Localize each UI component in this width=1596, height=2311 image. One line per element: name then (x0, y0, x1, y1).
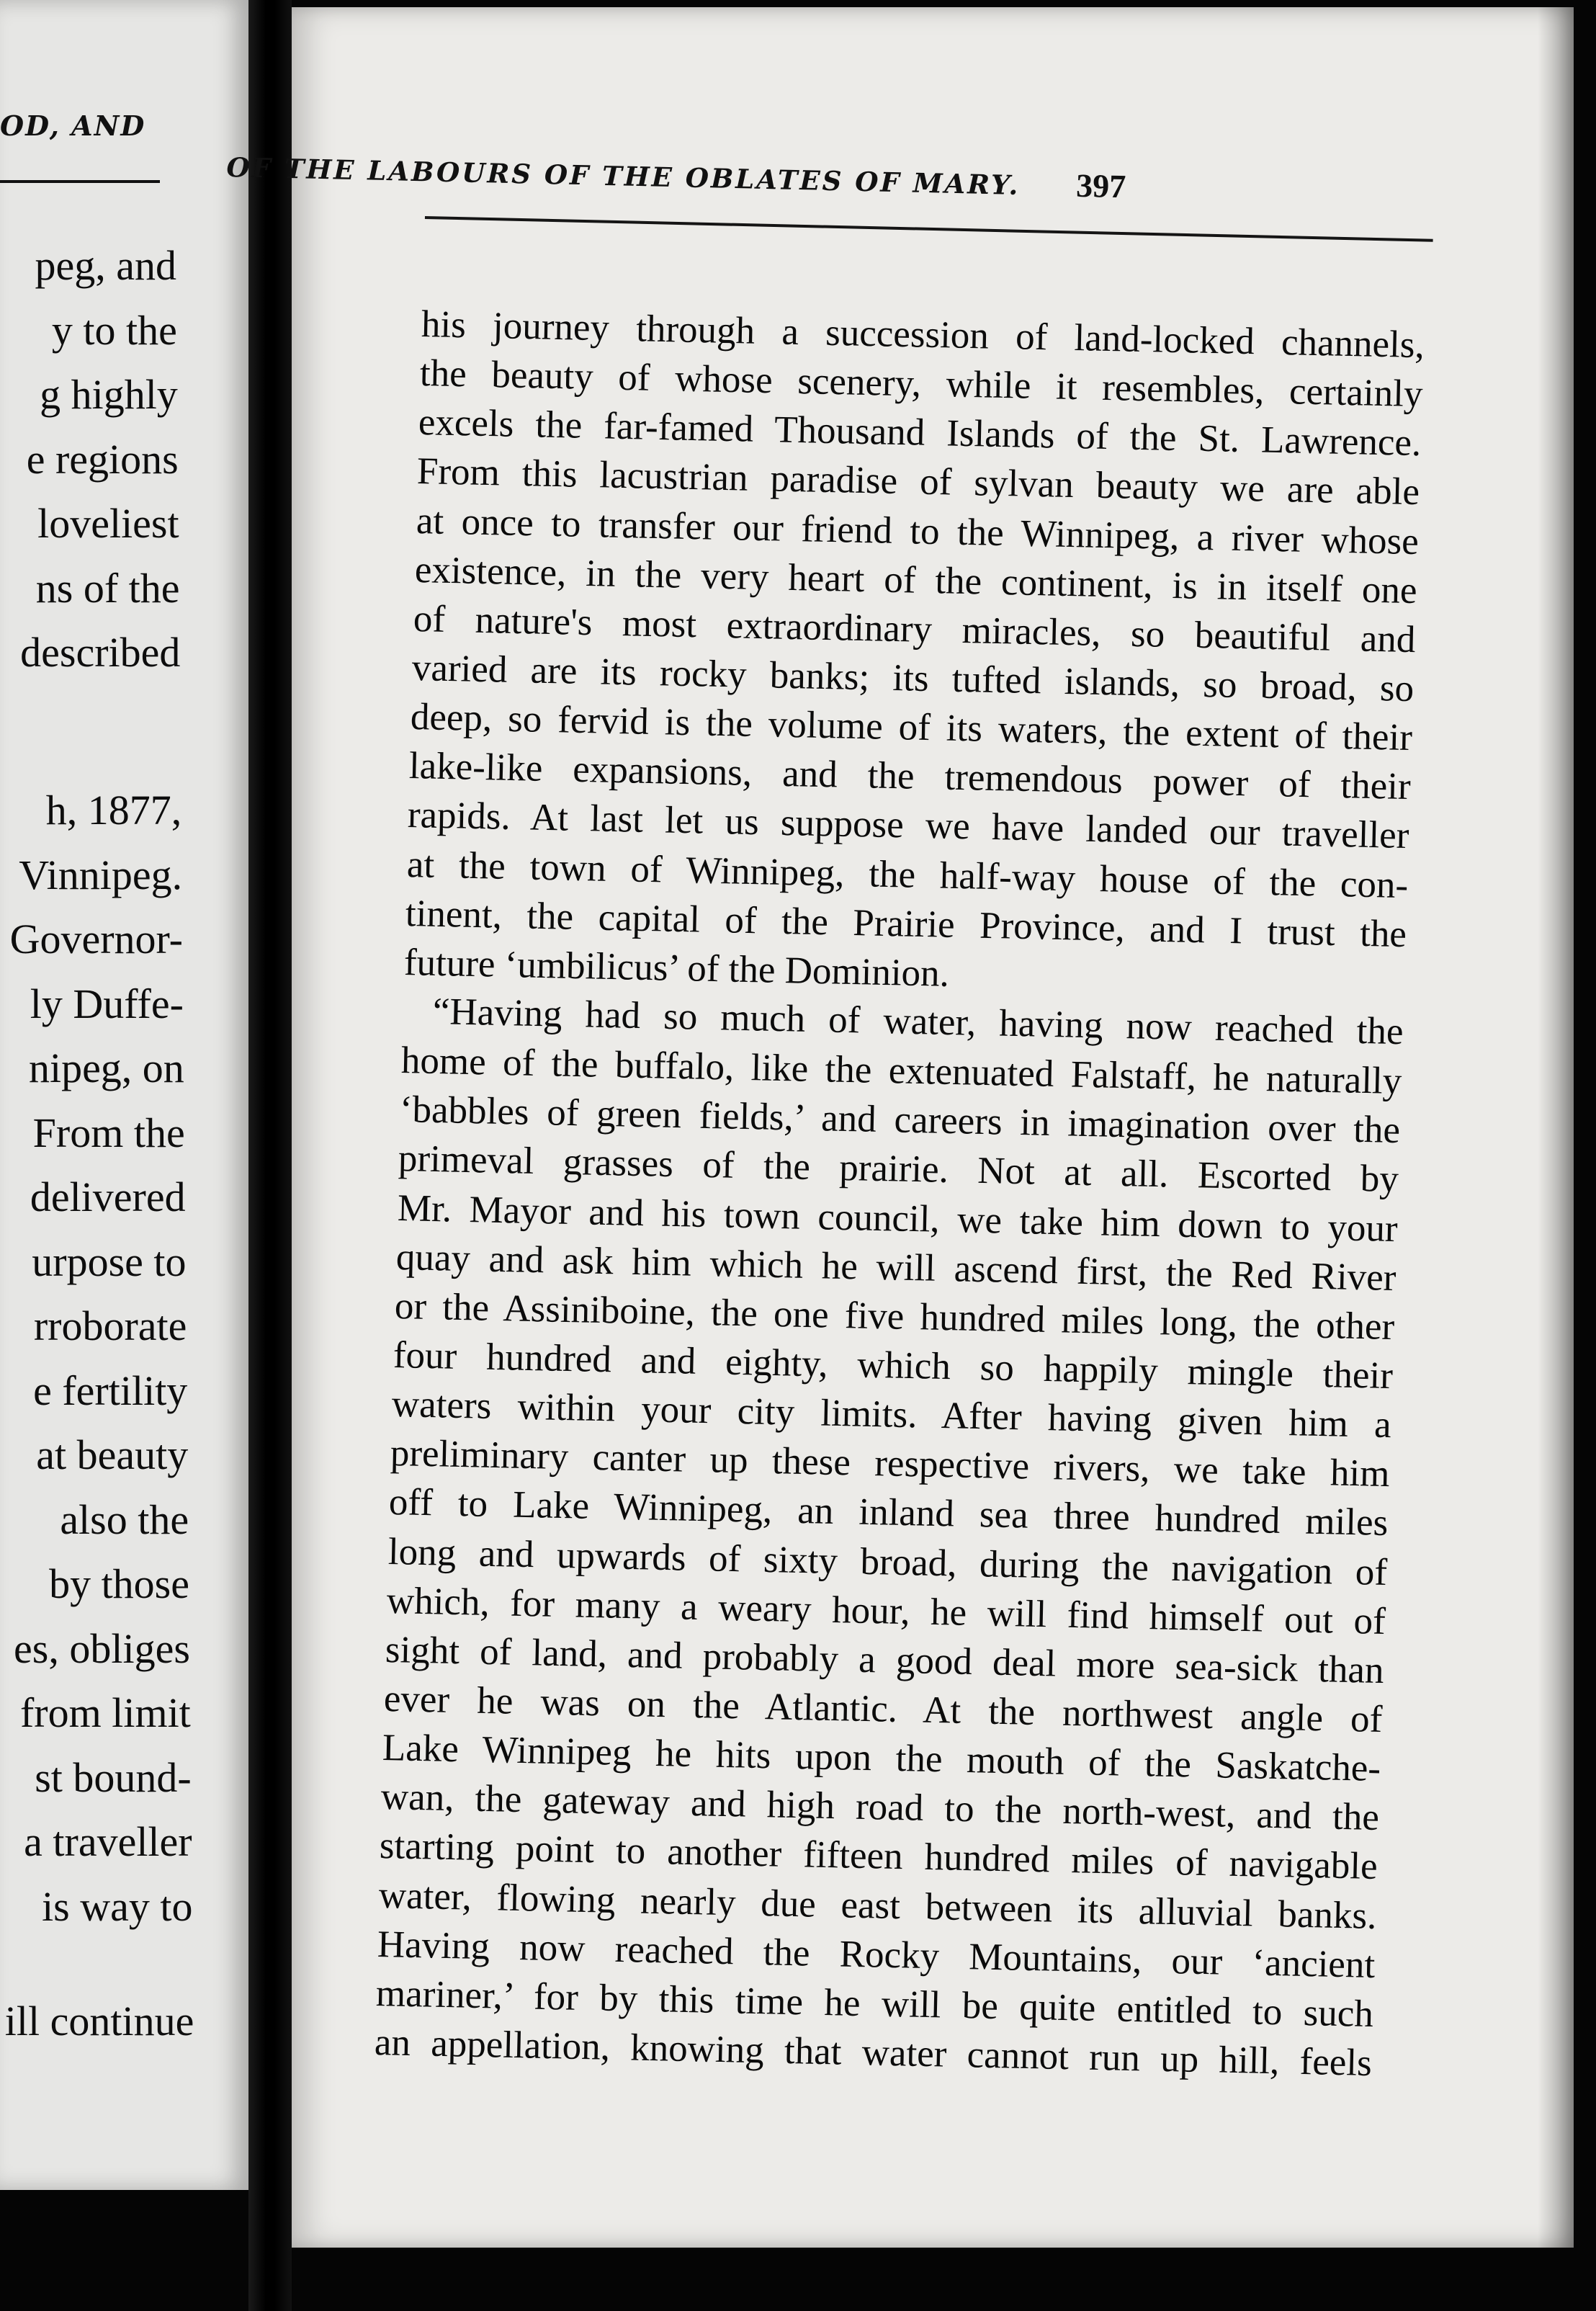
body-text-line: at the town of Winnipeg, the half-way house of the con- (405, 843, 1409, 906)
left-text-line: also the (60, 1496, 189, 1543)
page-edge-shadow (1538, 7, 1574, 2248)
body-text-line: long and upwards of sixty broad, during the navigation of (387, 1530, 1388, 1593)
left-header-rule (0, 180, 160, 183)
body-text-line: existence, in the very heart of the continent, is in itself one (414, 548, 1417, 612)
body-text-line: wan, the gateway and high road to the north-west, and the (380, 1776, 1380, 1839)
body-text-line: off to Lake Winnipeg, an inland sea three hundred miles (388, 1481, 1389, 1545)
body-text-line: deep, so fervid is the volume of its waters, the extent of their (410, 696, 1413, 759)
body-text-line: primeval grasses of the prairie. Not at all. Escorted by (398, 1137, 1399, 1201)
left-text-line: h, 1877, (45, 787, 182, 833)
body-text-line: ‘babbles of green fields,’ and careers in imagination over the (399, 1089, 1401, 1152)
left-text-line: es, obliges (14, 1624, 190, 1672)
left-text-line: urpose to (32, 1238, 187, 1285)
left-facing-page (0, 0, 248, 2190)
left-text-line: g highly (40, 371, 178, 418)
body-text-line: his journey through a succession of land-locked channels, (421, 303, 1425, 367)
body-text-line: excels the far-famed Thousand Islands of the St. Lawrence. (418, 401, 1422, 465)
left-text-line: loveliest (37, 500, 179, 547)
body-text-line: rapids. At last let us suppose we have landed our traveller (407, 794, 1410, 857)
body-text-line: preliminary canter up these respective rivers, we take him (390, 1432, 1391, 1496)
body-text-line: starting point to another fifteen hundred miles of navigable (379, 1825, 1378, 1888)
body-text-line: of nature's most extraordinary miracles, so beautiful and (413, 597, 1416, 661)
left-text-line: y to the (51, 306, 177, 354)
left-text-line: Governor- (9, 916, 183, 962)
body-text-line: future ‘umbilicus’ of the Dominion. (403, 941, 950, 995)
body-text-line: or the Assiniboine, the one five hundred miles long, the other (394, 1284, 1395, 1348)
body-text-line: lake-like expansions, and the tremendous power of their (408, 745, 1412, 808)
body-text-line: which, for many a weary hour, he will find himself out of (386, 1579, 1386, 1642)
left-text-line: Vinnipeg. (19, 851, 183, 898)
body-text-line: home of the buffalo, like the extenuated Falstaff, he naturally (400, 1040, 1403, 1103)
left-text-line: e regions (26, 435, 179, 483)
body-text-line: Having now reached the Rocky Mountains, our ‘ancient (377, 1923, 1376, 1986)
left-text-line: delivered (30, 1174, 186, 1220)
body-text-line: varied are its rocky banks; its tufted islands, so broad, so (411, 647, 1415, 710)
body-text-line: mariner,’ for by this time he will be quite entitled to such (375, 1972, 1374, 2035)
body-text-line: Lake Winnipeg he hits upon the mouth of the Saskatche- (382, 1727, 1381, 1790)
left-text-line: ly Duffe- (30, 980, 184, 1027)
page-number: 397 (1075, 166, 1126, 205)
body-text-line: quay and ask him which he will ascend first, the Red River (395, 1235, 1396, 1299)
body-text-line: waters within your city limits. After having given him a (391, 1383, 1392, 1447)
book-gutter (248, 0, 292, 2311)
left-text-line: peg, and (35, 242, 176, 289)
left-text-line: ns of the (35, 564, 180, 612)
body-text-line: the beauty of whose scenery, while it resembles, certainly (419, 352, 1424, 416)
left-text-line: at beauty (36, 1431, 189, 1478)
left-text-line: st bound- (35, 1753, 192, 1801)
body-text-line: four hundred and eighty, which so happily mingle their (393, 1334, 1394, 1398)
left-running-header: OD, AND (0, 109, 146, 142)
left-text-line: is way to (42, 1882, 193, 1930)
body-text-line: sight of land, and probably a good deal more sea-sick than (385, 1628, 1384, 1691)
body-text-line: water, flowing nearly due east between its alluvial banks. (377, 1874, 1377, 1937)
left-text-line: from limit (19, 1689, 191, 1736)
left-text-line: a traveller (24, 1818, 192, 1865)
left-text-line: rroborate (33, 1302, 187, 1349)
body-text-line: tinent, the capital of the Prairie Province, and I trust the (405, 892, 1407, 955)
body-text-line: an appellation, knowing that water cannot run up hill, feels (374, 2021, 1373, 2084)
body-text-line: From this lacustrian paradise of sylvan beauty we are able (416, 450, 1421, 514)
left-text-line: e fertility (33, 1367, 188, 1414)
left-text-line: described (20, 629, 181, 676)
left-text-line: ill continue (4, 1997, 194, 2044)
left-text-line: by those (49, 1560, 189, 1607)
body-text-line: “Having had so much of water, having now reached the (432, 991, 1404, 1053)
left-text-line: From the (32, 1109, 185, 1156)
running-title: OF THE LABOURS OF THE OBLATES OF MARY. (226, 151, 1021, 201)
body-text-line: ever he was on the Atlantic. At the northwest angle of (383, 1678, 1383, 1741)
body-text-line: at once to transfer our friend to the Winnipeg, a river whose (415, 499, 1419, 563)
left-text-line: nipeg, on (28, 1045, 184, 1091)
body-text-line: Mr. Mayor and his town council, we take him down to your (396, 1186, 1398, 1250)
